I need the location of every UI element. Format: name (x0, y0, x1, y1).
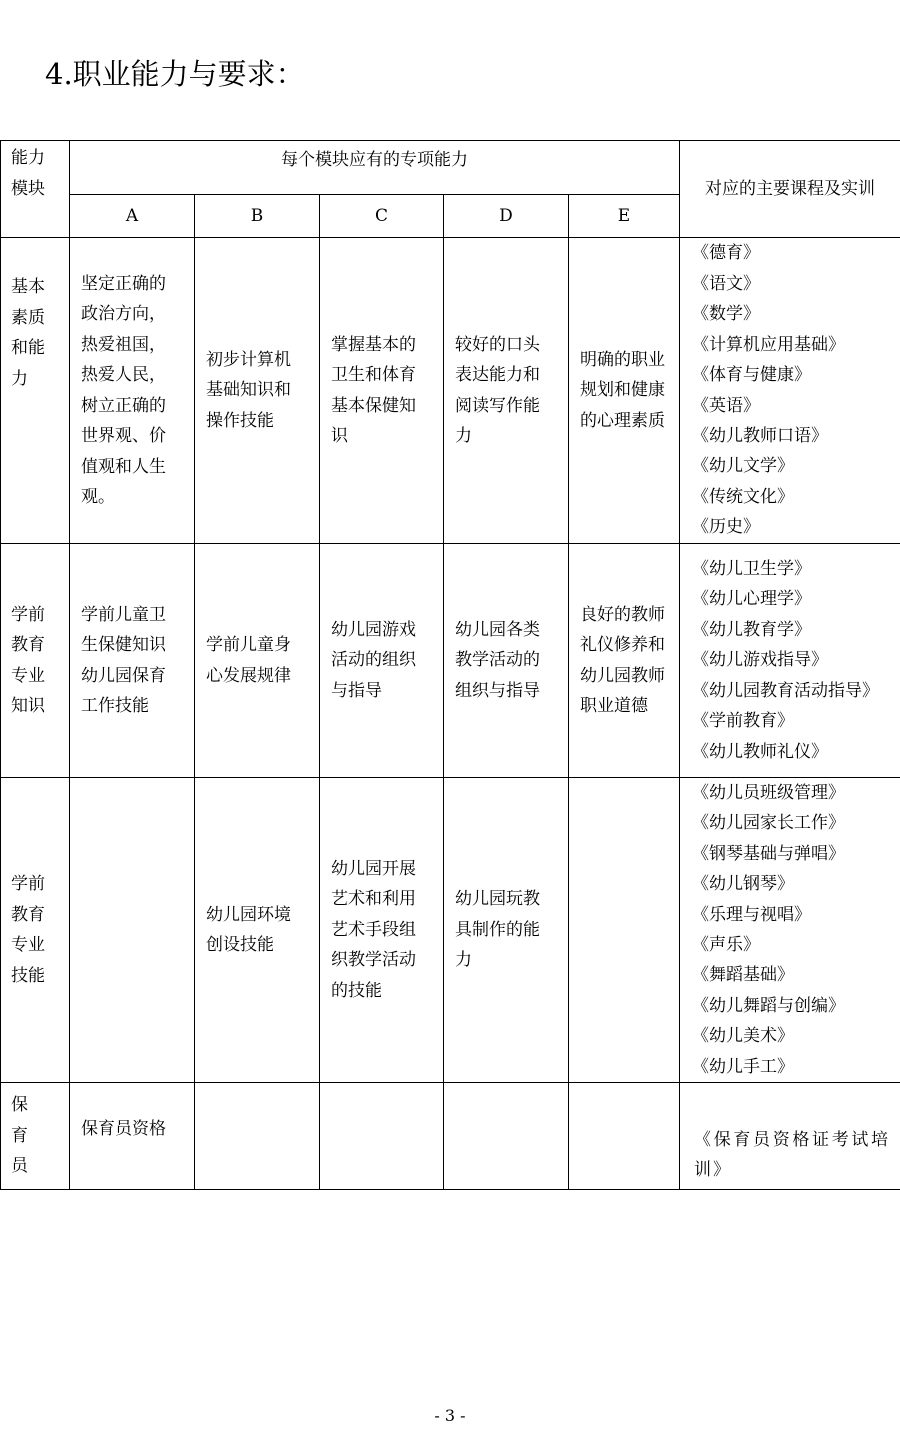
course-item: 《德育》 (692, 243, 761, 264)
module-cell (1, 778, 70, 1083)
cell-line: 织教学活动 (331, 950, 416, 971)
module-cell (1, 238, 70, 544)
cell-line: 幼儿园环境 (206, 904, 291, 925)
page-number: - 3 - (434, 1406, 466, 1425)
module-line: 基本 (11, 277, 45, 297)
course-item: 《声乐》 (692, 935, 761, 956)
cell-line: 政治方向， (81, 304, 166, 324)
table-row (1, 1083, 900, 1190)
section-heading: 4.职业能力与要求： (45, 57, 305, 91)
module-line: 力 (11, 368, 28, 389)
cell-line: 艺术手段组 (331, 919, 416, 940)
module-line: 和能 (11, 338, 45, 358)
cell-line: 操作技能 (206, 410, 274, 431)
cell-line: 力 (455, 950, 472, 971)
cell-line: 基本保健知 (331, 395, 416, 416)
table-row (1, 544, 900, 778)
cell-line: 初步计算机 (206, 349, 291, 370)
cell-line: 礼仪修养和 (580, 635, 665, 655)
ability-cell-c (320, 778, 444, 1083)
cell-line: 幼儿园玩教 (455, 889, 540, 910)
module-line: 知识 (11, 696, 45, 716)
module-line: 员 (11, 1156, 28, 1177)
ability-table (0, 140, 900, 1190)
cell-line: 卫生和体育 (331, 365, 416, 385)
cell-line: 心发展规律 (206, 665, 291, 686)
ability-cell-e (569, 1083, 680, 1190)
cell-line: 生保健知识 (81, 635, 166, 655)
ability-cell-b (195, 238, 320, 544)
ability-cell-d (444, 778, 569, 1083)
courses-cell (680, 238, 900, 544)
cell-line: 活动的组织 (331, 650, 416, 671)
ability-cell-d (444, 1083, 569, 1190)
cell-line: 阅读写作能 (455, 395, 540, 416)
ability-cell-e (569, 778, 680, 1083)
ability-cell-e (569, 238, 680, 544)
cell-line: 良好的教师 (580, 604, 665, 625)
cell-line: 艺术和利用 (331, 889, 416, 910)
module-line: 育 (11, 1125, 28, 1146)
course-item: 《幼儿教育学》 (692, 619, 812, 640)
cell-line: 基础知识和 (206, 380, 291, 401)
course-item: 《幼儿员班级管理》 (692, 783, 846, 803)
column-header-e: E (569, 195, 680, 238)
cell-line: 幼儿园开展 (331, 858, 416, 879)
cell-line: 热爱祖国， (81, 334, 166, 355)
course-item: 《语文》 (692, 273, 761, 294)
cell-line: 观。 (81, 487, 115, 507)
module-line: 学前 (11, 604, 45, 625)
ability-cell-c (320, 238, 444, 544)
module-line: 学前 (11, 874, 45, 895)
cell-line: 值观和人生 (81, 456, 166, 477)
courses-cell: 《保育员资格证考试培训》 (680, 1083, 900, 1190)
course-item: 《历史》 (692, 517, 761, 538)
cell-line: 较好的口头 (455, 334, 540, 355)
ability-cell-b (195, 1083, 320, 1190)
module-line: 素质 (11, 307, 45, 328)
courses-cell (680, 778, 900, 1083)
ability-cell-d (444, 238, 569, 544)
course-item: 《幼儿文学》 (692, 456, 795, 477)
course-item: 《幼儿教师口语》 (692, 425, 829, 446)
course-item: 《钢琴基础与弹唱》 (692, 843, 846, 864)
cell-line: 识 (331, 426, 348, 446)
course-item: 《幼儿卫生学》 (692, 559, 812, 580)
course-item: 《幼儿园教育活动指导》 (692, 680, 880, 701)
ability-cell-a (70, 778, 195, 1083)
cell-line: 幼儿园各类 (455, 619, 540, 640)
cell-line: 树立正确的 (81, 395, 166, 416)
ability-cell-c (320, 544, 444, 778)
header-row (1, 141, 900, 195)
module-cell (1, 544, 70, 778)
cell-line: 与指导 (331, 680, 382, 701)
table-row (1, 778, 900, 1083)
column-header-c: C (320, 195, 444, 238)
ability-cell-a (70, 238, 195, 544)
course-item: 《学前教育》 (692, 711, 795, 732)
cell-line: 幼儿园保育 (81, 665, 166, 686)
cell-line: 掌握基本的 (331, 334, 416, 355)
module-line: 专业 (11, 935, 45, 956)
module-line: 教育 (11, 904, 45, 925)
course-item: 《幼儿美术》 (692, 1026, 795, 1047)
column-header-a: A (70, 195, 195, 238)
cell-line: 创设技能 (206, 935, 274, 956)
column-header-b: B (195, 195, 320, 238)
ability-cell-b (195, 544, 320, 778)
cell-line: 世界观、价 (81, 426, 166, 446)
module-cell (1, 1083, 70, 1190)
course-item: 《幼儿教师礼仪》 (692, 741, 829, 762)
cell-line: 的心理素质 (580, 410, 665, 431)
ability-cell-a (70, 544, 195, 778)
cell-line: 规划和健康 (580, 380, 665, 401)
cell-line: 学前儿童卫 (81, 604, 166, 625)
ability-cell-e (569, 544, 680, 778)
module-line: 专业 (11, 665, 45, 686)
cell-line: 幼儿园游戏 (331, 619, 416, 640)
course-item: 《舞蹈基础》 (692, 965, 795, 986)
module-line: 技能 (11, 965, 45, 986)
cell-line: 学前儿童身 (206, 635, 291, 655)
cell-line: 教学活动的 (455, 650, 540, 671)
course-item: 《乐理与视唱》 (692, 904, 812, 925)
ability-cell-c (320, 1083, 444, 1190)
course-item: 《幼儿游戏指导》 (692, 650, 829, 671)
cell-line: 的技能 (331, 980, 382, 1001)
module-line: 保 (11, 1095, 28, 1116)
course-item: 《传统文化》 (692, 486, 795, 507)
cell-line: 明确的职业 (580, 349, 665, 370)
corner-line: 能力 (11, 148, 45, 168)
cell-line: 热爱人民， (81, 365, 166, 385)
courses-header: 对应的主要课程及实训 (680, 141, 900, 238)
cell-line: 保育员资格 (81, 1119, 166, 1140)
table-row (1, 238, 900, 544)
column-header-d: D (444, 195, 569, 238)
course-item: 《幼儿园家长工作》 (692, 813, 846, 834)
course-item: 《英语》 (692, 395, 761, 416)
course-item: 《幼儿舞蹈与创编》 (692, 995, 846, 1016)
cell-line: 具制作的能 (455, 919, 540, 940)
course-item: 《体育与健康》 (692, 365, 812, 386)
cell-line: 组织与指导 (455, 680, 540, 701)
corner-line: 模块 (11, 178, 45, 199)
course-item: 《幼儿心理学》 (692, 589, 812, 610)
course-item: 《幼儿钢琴》 (692, 874, 795, 895)
courses-cell (680, 544, 900, 778)
cell-line: 幼儿园教师 (580, 665, 665, 686)
course-item: 《幼儿手工》 (692, 1056, 795, 1077)
abilities-header: 每个模块应有的专项能力 (70, 141, 680, 195)
cell-line: 力 (455, 426, 472, 446)
module-line: 教育 (11, 635, 45, 655)
course-item: 《计算机应用基础》 (692, 334, 846, 355)
cell-line: 工作技能 (81, 696, 149, 716)
ability-cell-d (444, 544, 569, 778)
ability-cell-b (195, 778, 320, 1083)
cell-line: 职业道德 (580, 696, 648, 716)
corner-header-cell (1, 141, 70, 238)
course-item: 《数学》 (692, 304, 761, 325)
cell-line: 坚定正确的 (81, 273, 166, 294)
cell-line: 表达能力和 (455, 365, 540, 385)
ability-cell-a (70, 1083, 195, 1190)
